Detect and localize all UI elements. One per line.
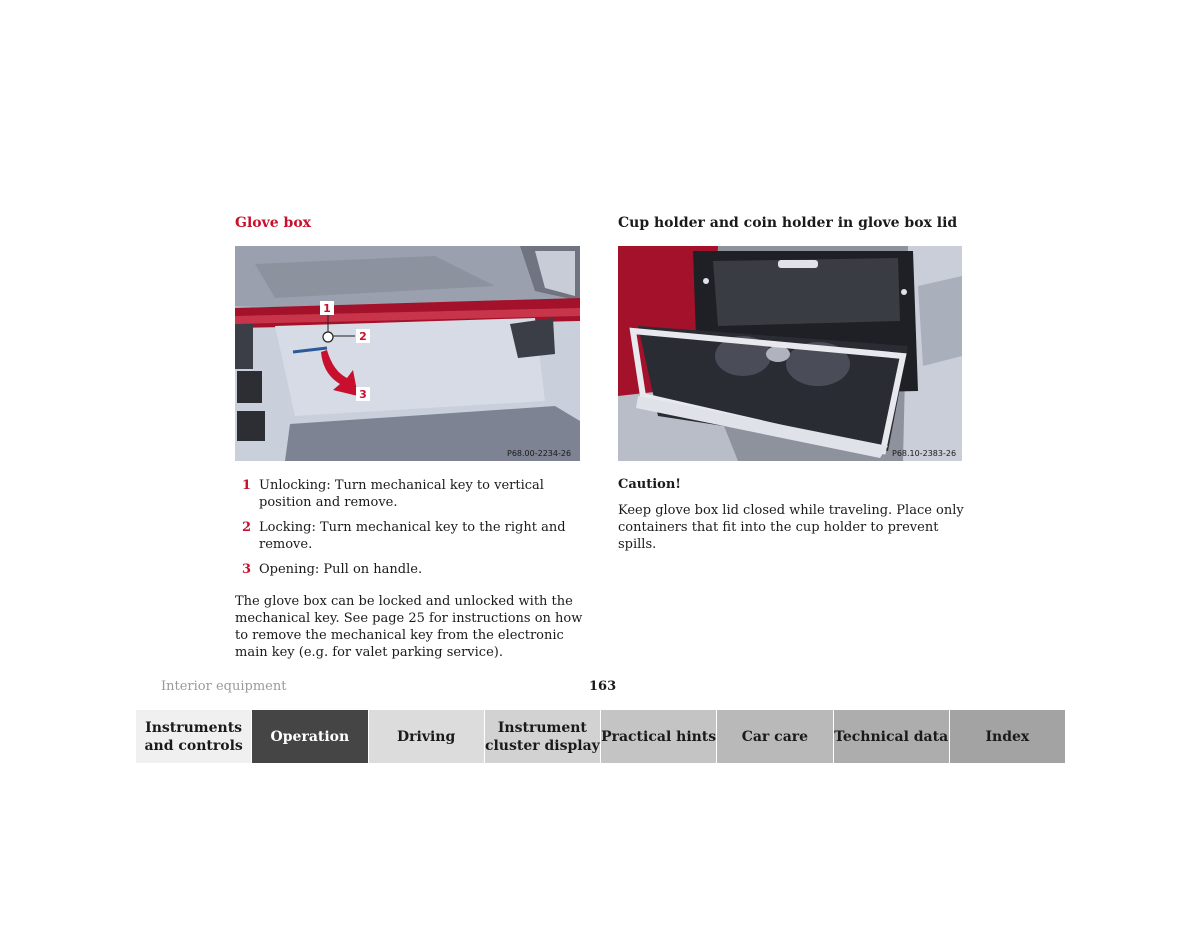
- step-number: 1: [242, 478, 252, 493]
- callout-1: 1: [323, 302, 331, 315]
- caution-text: Keep glove box lid closed while traveling. Place only containers that fit into the cup holder to prevent spills.: [618, 503, 964, 552]
- cup-holder-illustration: [618, 246, 962, 461]
- step-text: Unlocking: Turn mechanical key to vertical position and remove.: [259, 478, 544, 510]
- callout-2: 2: [359, 330, 367, 343]
- glove-box-paragraph: The glove box can be locked and unlocked with the mechanical key. See page 25 for instructions on how to remove the mechanical key from the electronic main key (e.g. for valet parking service).: [235, 594, 583, 660]
- chapter-tabs: [136, 710, 1065, 763]
- step-text: Opening: Pull on handle.: [259, 562, 423, 577]
- step-number: 3: [242, 562, 252, 577]
- section-name: Interior equipment: [161, 679, 287, 694]
- cup-holder-drawing: [618, 246, 962, 461]
- figure-code-left: P68.00-2234-26: [507, 449, 572, 458]
- cup-holder-heading: Cup holder and coin holder in glove box lid: [618, 215, 958, 231]
- caution-title: Caution!: [618, 477, 681, 492]
- tab-instrument-cluster-display[interactable]: Instrument cluster display: [485, 710, 601, 763]
- page-number: 163: [589, 679, 617, 694]
- glove-box-steps: [242, 477, 587, 586]
- step-text: Locking: Turn mechanical key to the right and remove.: [259, 520, 566, 552]
- callout-3: 3: [359, 388, 367, 401]
- glove-box-drawing: [235, 246, 580, 461]
- list-item: [242, 477, 587, 511]
- glove-box-heading: Glove box: [235, 215, 312, 231]
- glove-box-illustration: [235, 246, 580, 461]
- figure-code-right: P68.10-2383-26: [892, 449, 957, 458]
- tab-car-care[interactable]: Car care: [717, 710, 833, 763]
- list-item: [242, 561, 587, 578]
- step-number: 2: [242, 520, 252, 535]
- tab-index[interactable]: Index: [950, 710, 1065, 763]
- tab-driving[interactable]: Driving: [369, 710, 485, 763]
- list-item: [242, 519, 587, 553]
- tab-technical-data[interactable]: Technical data: [834, 710, 950, 763]
- tab-practical-hints[interactable]: Practical hints: [601, 710, 717, 763]
- tab-instruments-and-controls[interactable]: Instruments and controls: [136, 710, 252, 763]
- tab-operation[interactable]: Operation: [252, 710, 368, 763]
